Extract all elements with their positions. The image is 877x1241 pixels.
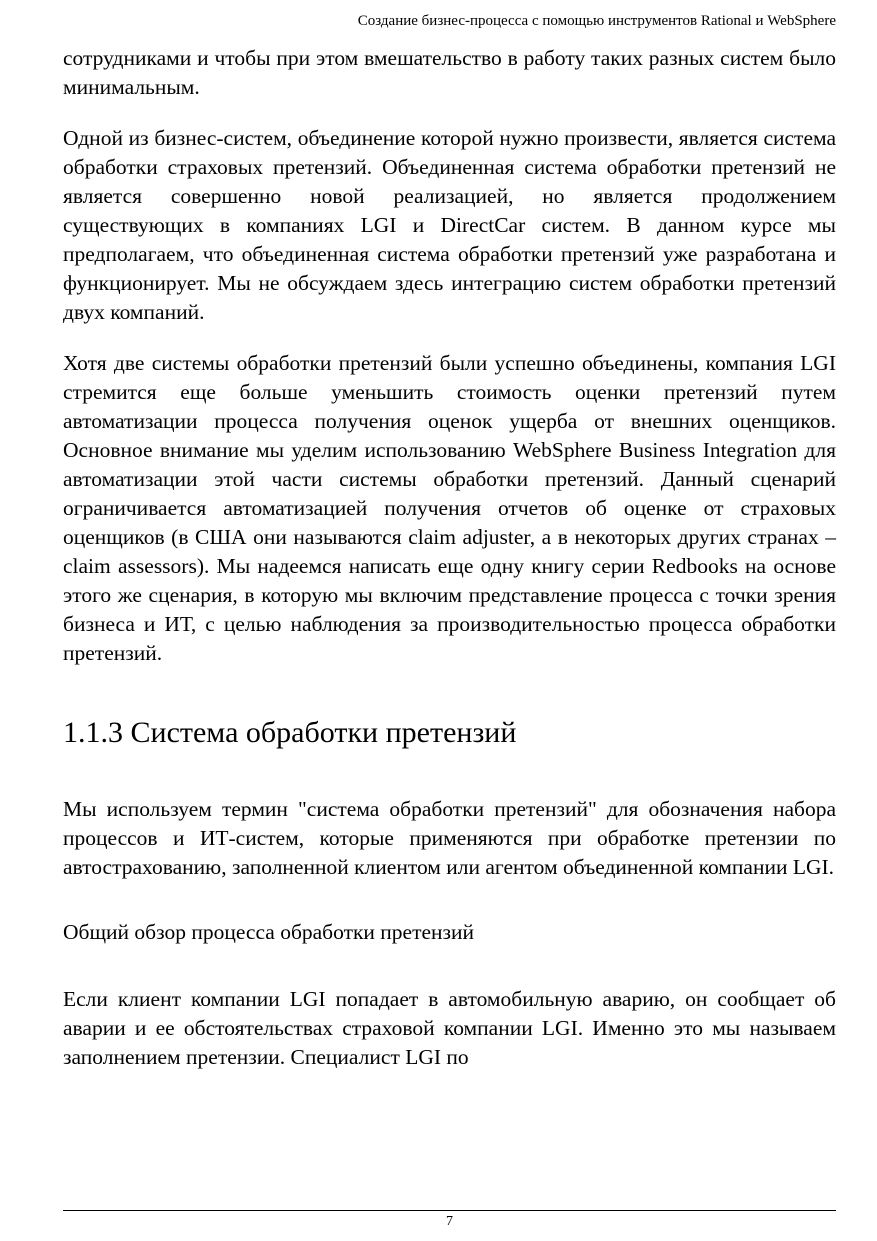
document-body: [63, 44, 836, 1072]
page-footer: [63, 1210, 836, 1231]
running-header: Создание бизнес-процесса с помощью инструментов Rational и WebSphere: [357, 13, 836, 29]
paragraph-4: Мы используем термин "система обработки претензий" для обозначения набора процессов и ИТ-систем, которые применяются при обработке претензии по автострахованию, заполненной клиентом или агентом объединенной компании LGI.: [63, 796, 836, 879]
paragraph-1: сотрудниками и чтобы при этом вмешательство в работу таких разных систем было минимальным.: [63, 46, 836, 99]
subsection-heading: Общий обзор процесса обработки претензий: [63, 919, 475, 944]
paragraph-3: Хотя две системы обработки претензий были успешно объединены, компания LGI стремится еще больше уменьшить стоимость оценки претензий путем автоматизации процесса получения оценок ущерба от внешних оценщиков. Основное внимание мы уделим использованию WebSphere Business Integration для автоматизации этой части системы обработки претензий. Данный сценарий ограничивается автоматизацией получения отчетов об оценке от страховых оценщиков (в США они называются claim adjuster, а в некоторых других странах – claim assessors). Мы надеемся написать еще одну книгу серии Redbooks на основе этого же сценария, в которую мы включим представление процесса с точки зрения бизнеса и ИТ, с целью наблюдения за производительностью процесса обработки претензий.: [63, 351, 836, 665]
paragraph-2: Одной из бизнес-систем, объединение которой нужно произвести, является система обработки страховых претензий. Объединенная система обработки претензий не является совершенно новой реализацией, но является продолжением существующих в компаниях LGI и DirectCar систем. В данном курсе мы предполагаем, что объединенная система обработки претензий уже разработана и функционирует. Мы не обсуждаем здесь интеграцию систем обработки претензий двух компаний.: [63, 126, 836, 324]
page-number: 7: [446, 1214, 453, 1230]
footer-rule: [63, 1210, 836, 1211]
paragraph-5: Если клиент компании LGI попадает в автомобильную аварию, он сообщает об аварии и ее обстоятельствах страховой компании LGI. Именно это мы называем заполнением претензии. Специалист LGI по: [63, 986, 836, 1069]
section-heading: 1.1.3 Система обработки претензий: [63, 716, 517, 749]
